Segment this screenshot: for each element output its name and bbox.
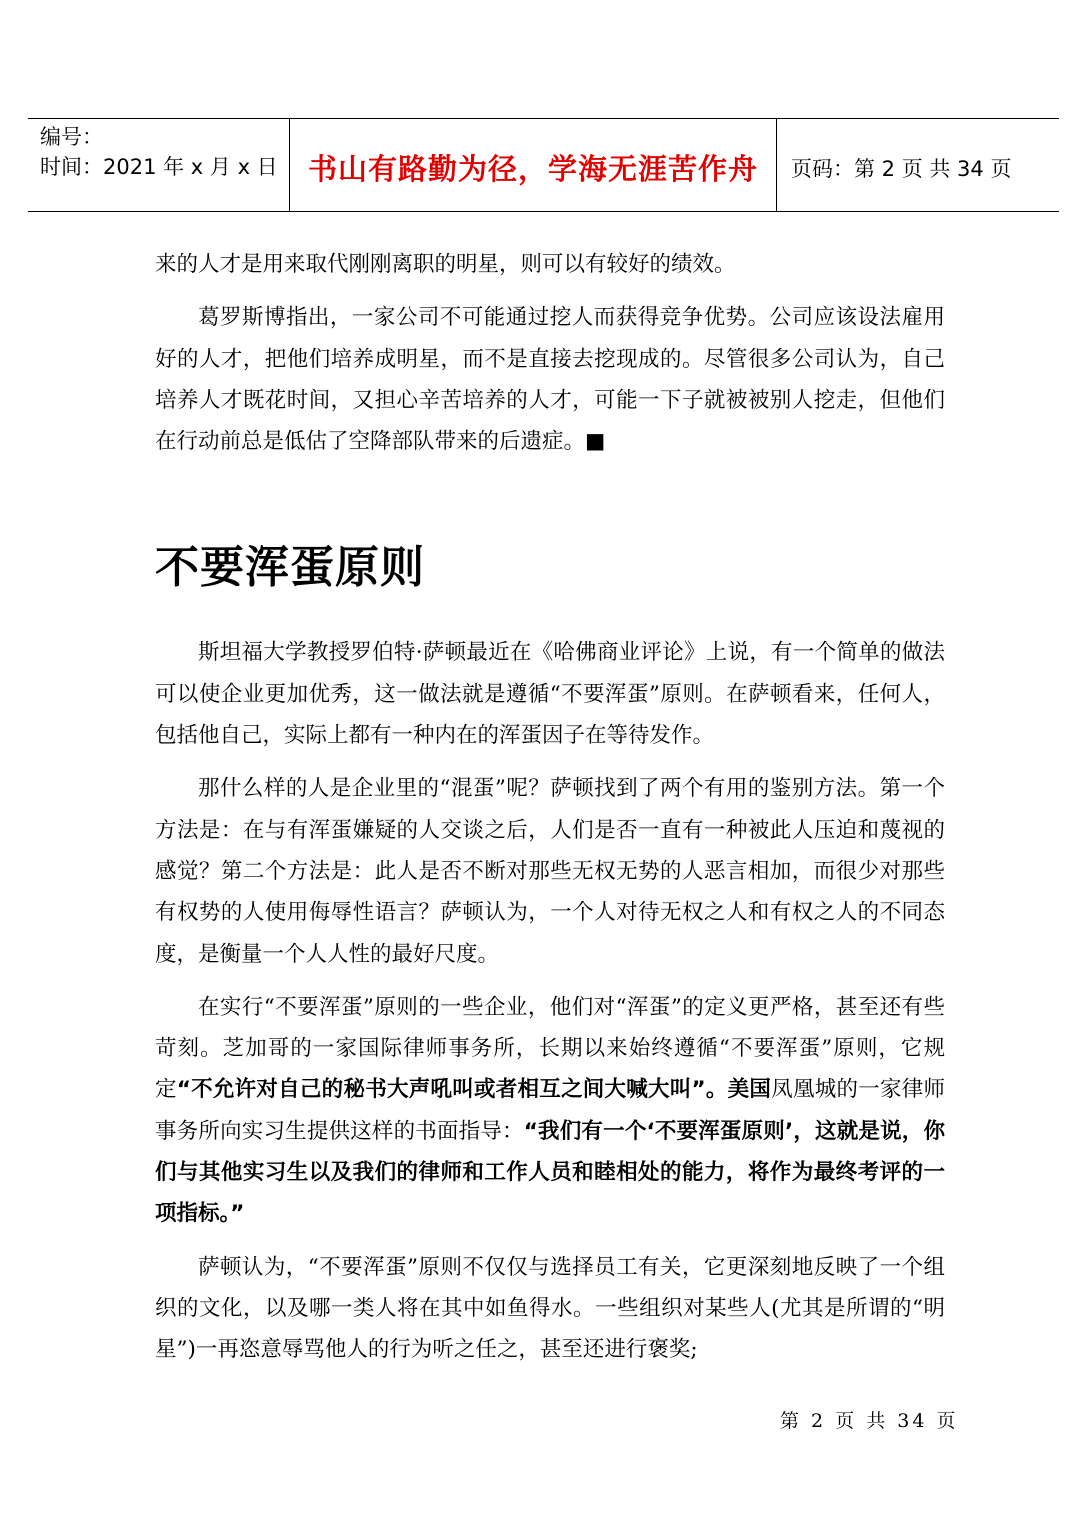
examples-quote-2: “我们有一个‘不要浑蛋原则’，这就是说，你们与其他实习生以及我们的律师和工作人员和睦相处的能力，将作为最终考评的一项指标。” <box>155 1118 945 1227</box>
header-table <box>28 118 1059 212</box>
paragraph-identification: 那什么样的人是企业里的“混蛋”呢？萨顿找到了两个有用的鉴别方法。第一个方法是：在与有浑蛋嫌疑的人交谈之后，人们是否一直有一种被此人压迫和蔑视的感觉？第二个方法是：此人是否不断对那些无权无势的人恶言相加，而很少对那些有权势的人使用侮辱性语言？萨顿认为，一个人对待无权之人和有权之人的不同态度，是衡量一个人人性的最好尺度。 <box>155 776 945 967</box>
date-label: 时间：2021 年 x 月 x 日 <box>40 155 278 179</box>
header-middle-cell <box>290 119 777 211</box>
examples-text-a: 在实行“不要浑蛋”原则的一些企业，他们对“浑蛋”的定义更严格，甚至还有些苛刻。芝加哥的一家国际律师事务所，长期以来始终遵循“不要浑蛋”原则，它规定 <box>155 994 945 1103</box>
serial-label: 编号： <box>40 125 103 149</box>
paragraph-examples <box>155 987 945 1235</box>
section-title: 不要浑蛋原则 <box>155 542 425 594</box>
footer-page-number: 第 2 页 共 34 页 <box>780 1410 959 1432</box>
header-right-cell <box>777 119 1059 211</box>
paragraph-continued: 来的人才是用来取代刚刚离职的明星，则可以有较好的绩效。 <box>155 252 736 277</box>
header-left-cell <box>28 119 290 211</box>
header-motto: 书山有路勤为径，学海无涯苦作舟 <box>307 152 758 186</box>
document-body <box>155 244 945 1371</box>
paragraph-culture: 萨顿认为，“不要浑蛋”原则不仅仅与选择员工有关，它更深刻地反映了一个组织的文化，以及哪一类人将在其中如鱼得水。一些组织对某些人(尤其是所谓的“明星”)一再恣意辱骂他人的行为听之任之，甚至还进行褒奖; <box>155 1254 945 1363</box>
examples-text-b: 凤凰城的一家律师事务所向实习生提供这样的书面指导： <box>155 1077 945 1144</box>
examples-quote-1: “不允许对自己的秘书大声吼叫或者相互之间大喊大叫”。美国 <box>176 1077 772 1103</box>
header-page-info: 页码：第 2 页 共 34 页 <box>791 157 1012 181</box>
paragraph-sutton-intro: 斯坦福大学教授罗伯特·萨顿最近在《哈佛商业评论》上说，有一个简单的做法可以使企业更加优秀，这一做法就是遵循“不要浑蛋”原则。在萨顿看来，任何人，包括他自己，实际上都有一种内在的浑蛋因子在等待发作。 <box>155 640 945 749</box>
paragraph-grossberg: 葛罗斯博指出，一家公司不可能通过挖人而获得竞争优势。公司应该设法雇用好的人才，把他们培养成明星，而不是直接去挖现成的。尽管很多公司认为，自己培养人才既花时间，又担心辛苦培养的人才，可能一下子就被被别人挖走，但他们在行动前总是低估了空降部队带来的后遗症。■ <box>155 305 945 455</box>
